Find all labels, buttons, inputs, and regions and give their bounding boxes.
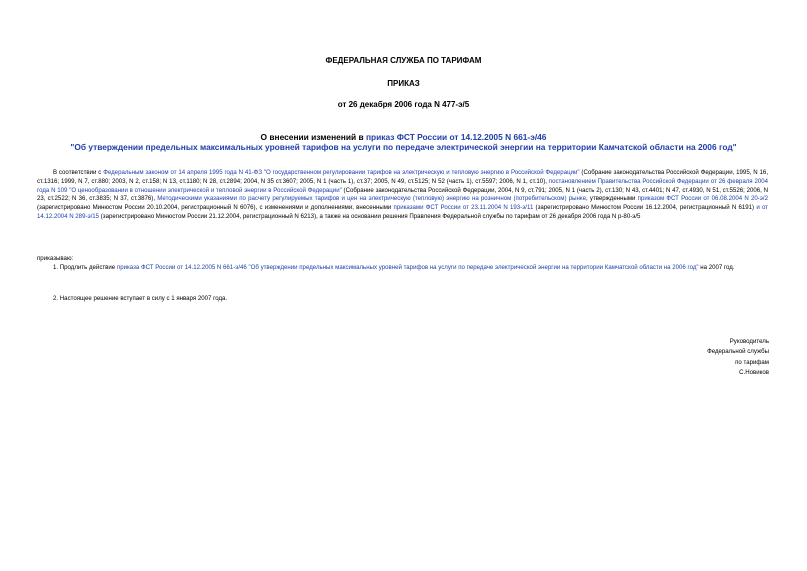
- subject-link-title[interactable]: "Об утверждении предельных максимальных уровней тарифов на услуги по передаче электрической энергии на территории Камчатской области на 2006 год": [70, 142, 737, 152]
- preamble-text: (зарегистрировано Минюстом России 16.12.2004, регистрационный N 6191): [533, 204, 757, 212]
- signature-name: С.Новиков: [739, 368, 769, 376]
- subject-line-1: [0, 132, 807, 142]
- order-word: приказываю:: [37, 255, 74, 262]
- signature-organization-cont: по тарифам: [735, 358, 769, 366]
- preamble-text: В соответствии с: [53, 169, 104, 176]
- link-order-661-e46[interactable]: приказа ФСТ России от 14.12.2005 N 661-э/46 "Об утверждении предельных максимальных уровней тарифов на услуги по передаче электрической энергии на территории Камчатской области на 2006 год": [116, 264, 699, 271]
- link-methodical-guidelines[interactable]: Методическими указаниями по расчету регулируемых тарифов и цен на электрическую (тепловую) энергию на розничном (потребительском) рынке: [157, 195, 586, 203]
- preamble-text: (Собрание законодательства Российской Федерации, 2004, N 9, ст.791; 2005, N 1 (часть 2), ст.130; N 43, ст.4401; N 47, ст.4930, N 51, ст.5526; 2006, N 23, ст.2522; N 36, ст.3835; N 37, ст.3876),: [37, 186, 768, 203]
- preamble-text: , утвержденными: [586, 195, 638, 203]
- signature-block: [707, 337, 769, 378]
- preamble-paragraph: [37, 169, 768, 222]
- agency-title: ФЕДЕРАЛЬНАЯ СЛУЖБА ПО ТАРИФАМ: [325, 56, 482, 65]
- preamble-text: (зарегистрировано Минюстом России 20.10.2004, регистрационный N 6076), с изменениями и дополнениями, внесенными: [37, 204, 394, 212]
- document-type: ПРИКАЗ: [387, 79, 420, 88]
- preamble-text: (зарегистрировано Минюстом России 21.12.2004, регистрационный N 6213), а также на основании решения Правления Федеральной службы по тарифам от 26 декабря 2006 года N р-80-э/5: [99, 212, 641, 220]
- link-orders-193-e11[interactable]: приказами ФСТ России от 23.11.2004 N 193-э/11: [393, 204, 534, 212]
- subject-prefix: О внесении изменений в: [260, 132, 366, 142]
- document-date-number: от 26 декабря 2006 года N 477-э/5: [337, 100, 470, 109]
- link-government-decree[interactable]: постановлением Правительства Российской Федерации от 26 февраля 2004 года N 109 "О ценообразовании в отношении электрической и тепловой энергии в Российской Федерации": [37, 177, 768, 194]
- signature-organization: Федеральной службы: [707, 348, 769, 356]
- item-text: на 2007 год.: [698, 264, 735, 271]
- order-item-1: [37, 264, 768, 273]
- order-item-2: 2. Настоящее решение вступает в силу с 1 января 2007 года.: [53, 295, 228, 302]
- signature-position: Руководитель: [729, 338, 769, 345]
- link-order-20-e2[interactable]: приказом ФСТ России от 06.08.2004 N 20-э/2: [637, 195, 768, 203]
- item-text: 1. Продлить действие: [53, 264, 117, 271]
- document-subject: [0, 132, 807, 152]
- subject-link-order[interactable]: приказ ФСТ России от 14.12.2005 N 661-э/46: [365, 132, 547, 142]
- link-connector[interactable]: и: [756, 204, 762, 212]
- link-order-289-e15[interactable]: от 14.12.2004 N 289-э/15: [37, 204, 768, 220]
- preamble-text: (Собрание законодательства Российской Федерации, 1995, N 16, ст.1316; 1999, N 7, ст.880; 2003, N 2, ст.158; N 13, ст.1180; N 28, ст.2894; 2004, N 35 ст.3607; 2005, N 1 (часть 1), ст.37; 2005, N 49, ст.5125; N 52 (часть 1), ст.5597; 2006, N 1, ст.10),: [37, 169, 769, 185]
- link-federal-law[interactable]: Федеральным законом от 14 апреля 1995 года N 41-ФЗ "О государственном регулировании тарифов на электрическую и тепловую энергию в Российской Федерации": [103, 169, 580, 176]
